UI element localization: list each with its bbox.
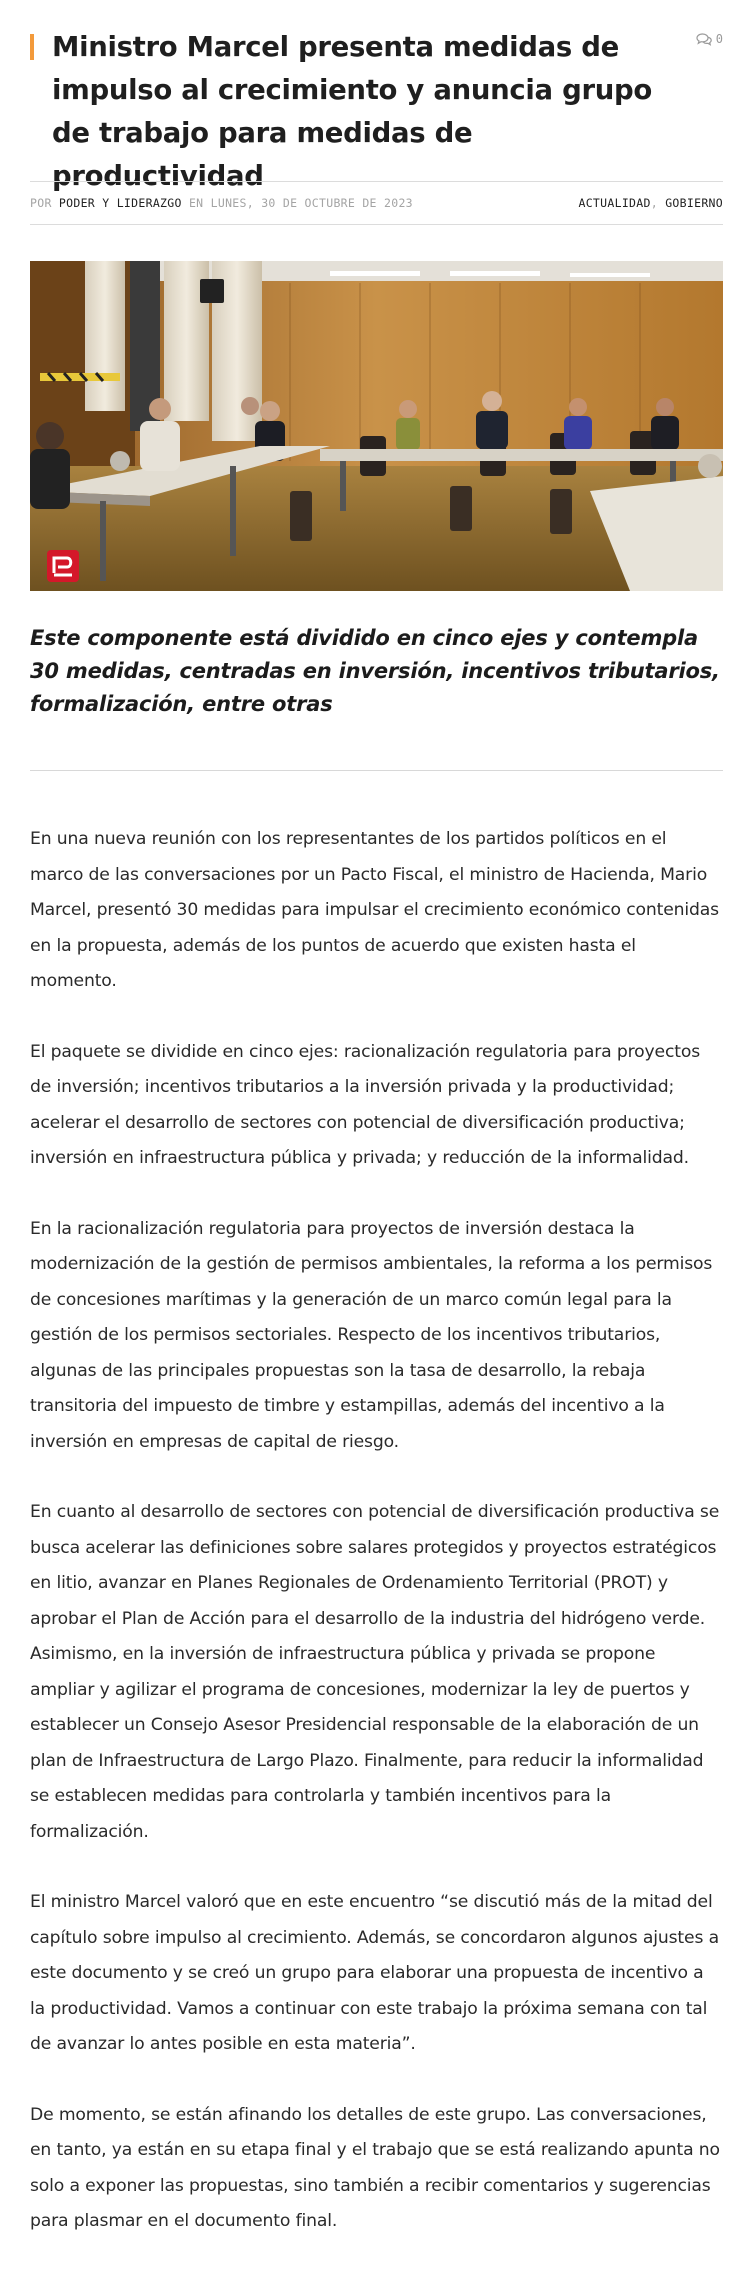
category-separator: , xyxy=(650,196,658,210)
article xyxy=(30,0,723,2231)
meta-categories xyxy=(578,196,723,210)
article-meta xyxy=(30,181,723,225)
comments-link[interactable] xyxy=(696,32,723,46)
title-accent-bar xyxy=(30,34,34,60)
paragraph: El paquete se dividide en cinco ejes: racionalización regulatoria para proyectos de inversión; incentivos tributarios a la inversión privada y la productividad; acelerar el desarrollo de sectores con potencial de diversificación productiva; inversión en infraestructura pública y privada; y reducción de la informalidad. xyxy=(30,1041,701,1168)
comments-icon xyxy=(696,33,712,46)
paragraph: En una nueva reunión con los representantes de los partidos políticos en el marco de las conversaciones por un Pacto Fiscal, el ministro de Hacienda, Mario Marcel, presentó 30 medidas para impulsar el crecimiento económico contenidas en la propuesta, además de los puntos de acuerdo que existen hasta el momento. xyxy=(30,829,719,991)
article-body xyxy=(30,822,723,2275)
paragraph: El ministro Marcel valoró que en este encuentro “se discutió más de la mitad del capítulo sobre impulso al crecimiento. Además, se concordaron algunos ajustes a este documento y se creó un grupo para elaborar una propuesta de incentivo a la productividad. Vamos a continuar con este trabajo la próxima semana con tal de avanzar lo antes posible en esta materia”. xyxy=(30,1892,719,2054)
meta-left xyxy=(30,196,413,210)
paragraph: De momento, se están afinando los detalles de este grupo. Las conversaciones, en tanto, ya están en su etapa final y el trabajo que se está realizando apunta no solo a exponer las propuestas, sino también a recibir comentarios y sugerencias para plasmar en el documento final. xyxy=(30,2104,720,2231)
featured-image xyxy=(30,261,723,591)
subtitle-divider xyxy=(30,770,723,771)
author-link[interactable]: PODER Y LIDERAZGO xyxy=(58,196,182,210)
meta-by-prefix: POR xyxy=(30,196,52,210)
meta-on-prefix: EN xyxy=(188,196,204,210)
publish-date: LUNES, 30 DE OCTUBRE DE 2023 xyxy=(210,196,413,210)
title-row xyxy=(30,26,723,198)
meeting-photo-illustration xyxy=(30,261,723,591)
paragraph: En cuanto al desarrollo de sectores con potencial de diversificación productiva se busca acelerar las definiciones sobre salares protegidos y proyectos estratégicos en litio, avanzar en Planes Regionales de Ordenamiento Territorial (PROT) y aprobar el Plan de Acción para el desarrollo de la industria del hidrógeno verde. Asimismo, en la inversión de infraestructura pública y privada se propone ampliar y agilizar el programa de concesiones, modernizar la ley de puertos y establecer un Consejo Asesor Presidencial responsable de la elaboración de un plan de Infraestructura de Largo Plazo. Finalmente, para reducir la informalidad se establecen medidas para controlarla y también incentivos para la formalización. xyxy=(30,1502,720,1842)
article-title: Ministro Marcel presenta medidas de impulso al crecimiento y anuncia grupo de trabajo para medidas de productividad xyxy=(52,31,652,192)
category-link-gobierno[interactable]: GOBIERNO xyxy=(665,196,723,210)
paragraph: En la racionalización regulatoria para proyectos de inversión destaca la modernización de la gestión de permisos ambientales, la reforma a los permisos de concesiones marítimas y la generación de un marco común legal para la gestión de los permisos sectoriales. Respecto de los incentivos tributarios, algunas de las principales propuestas son la tasa de desarrollo, la rebaja transitoria del impuesto de timbre y estampillas, además del incentivo a la inversión en empresas de capital de riesgo. xyxy=(30,1218,713,1452)
comments-count: 0 xyxy=(715,32,723,46)
article-subtitle: Este componente está dividido en cinco ejes y contempla 30 medidas, centradas en inversión, incentivos tributarios, formalización, entre otras xyxy=(30,626,720,716)
category-link-actualidad[interactable]: ACTUALIDAD xyxy=(578,196,651,210)
